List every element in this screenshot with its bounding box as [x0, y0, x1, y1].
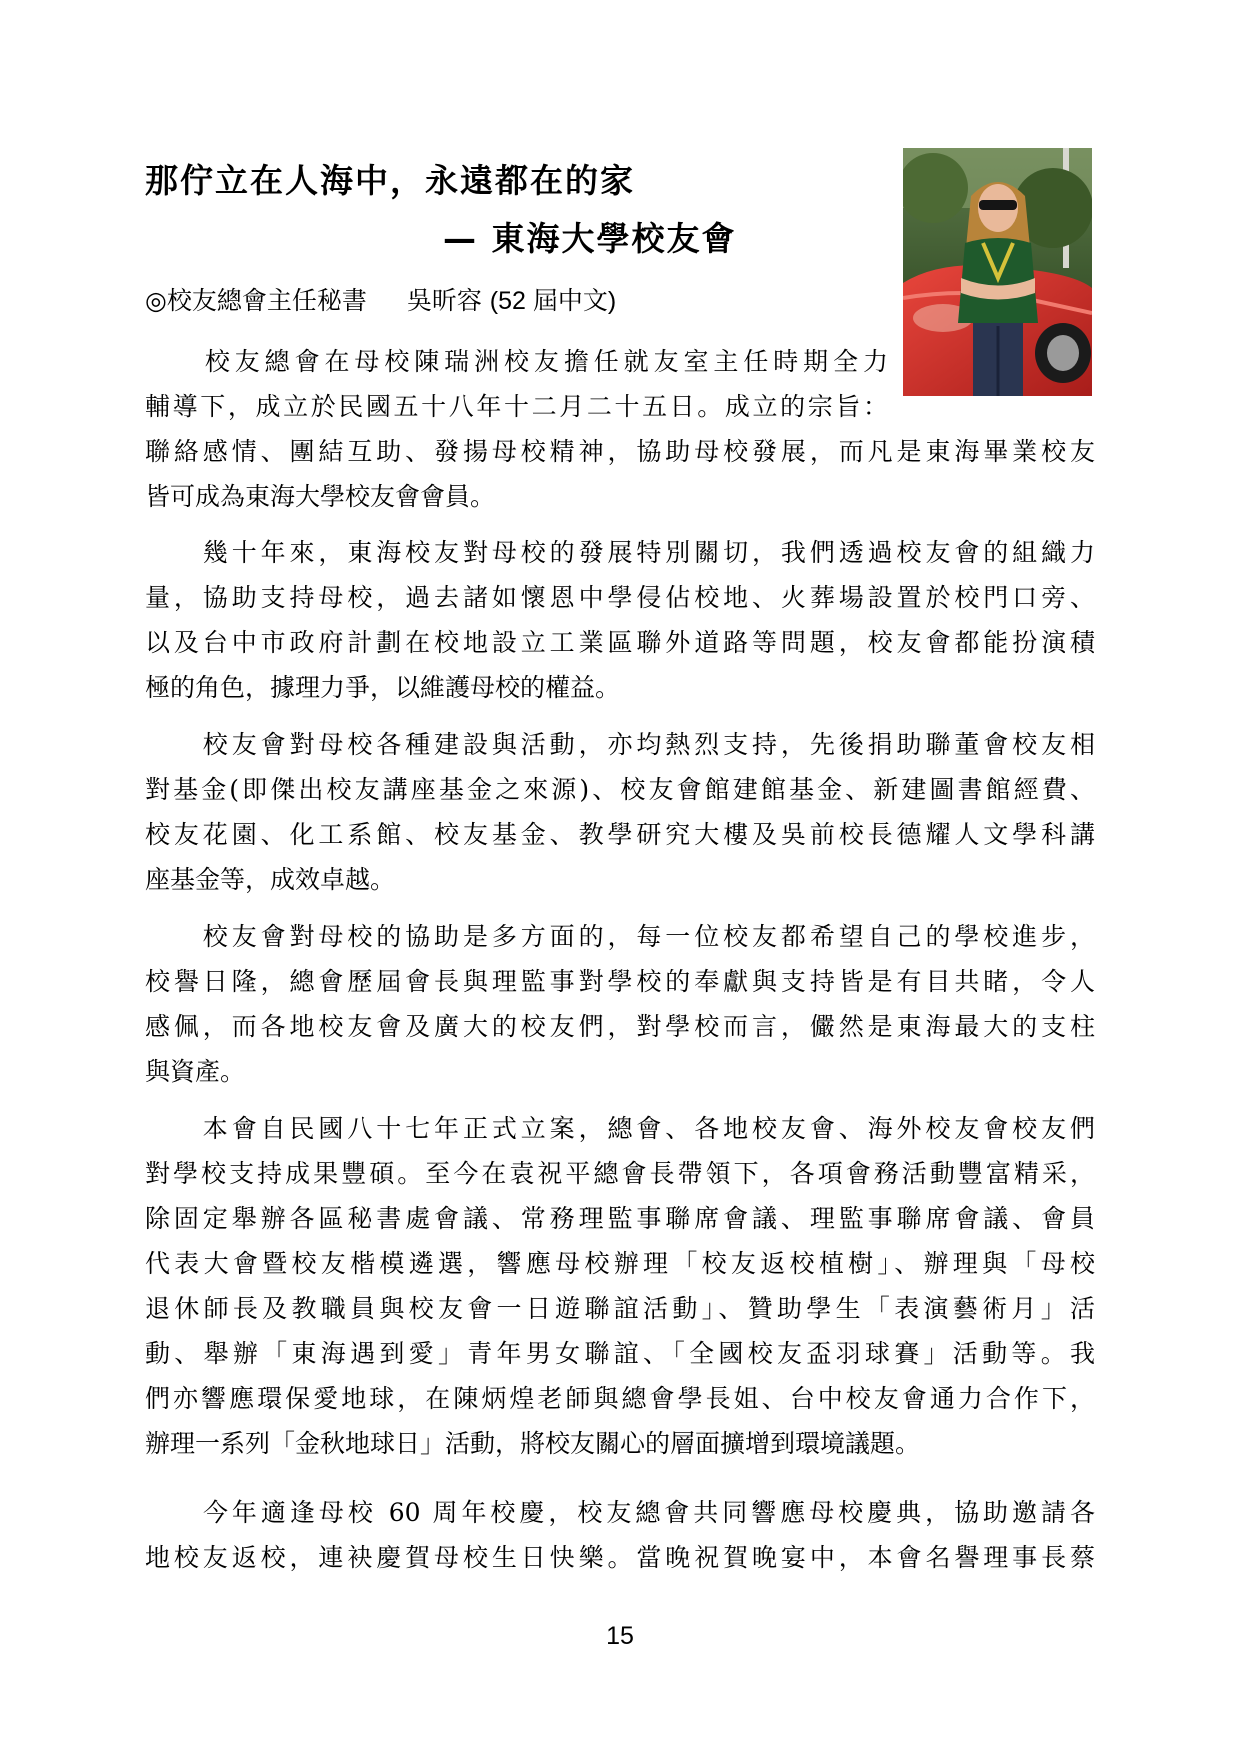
- paragraph-line: 校友總會在母校陳瑞洲校友擔任就友室主任時期全力: [145, 347, 888, 376]
- paragraph-line: 對基金(即傑出校友講座基金之來源)、校友會館建館基金、新建圖書館經費、: [145, 775, 1095, 804]
- paragraph-1: [145, 339, 1095, 519]
- paragraph-line: 辦理一系列「金秋地球日」活動，將校友關心的層面擴增到環境議題。: [145, 1429, 921, 1458]
- paragraph-line: 幾十年來，東海校友對母校的發展特別關切，我們透過校友會的組織力: [145, 538, 1095, 567]
- paragraph-line: 座基金等，成效卓越。: [145, 865, 396, 894]
- paragraph-line: 們亦響應環保愛地球，在陳炳煌老師與總會學長姐、台中校友會通力合作下，: [145, 1384, 1095, 1413]
- paragraph-line: 感佩，而各地校友會及廣大的校友們，對學校而言，儼然是東海最大的支柱: [145, 1012, 1095, 1041]
- author-name: 吳昕容: [406, 286, 482, 315]
- paragraph-line: 動、舉辦「東海遇到愛」青年男女聯誼、「全國校友盃羽球賽」活動等。我: [145, 1339, 1095, 1368]
- paragraph-line: 退休師長及教職員與校友會一日遊聯誼活動」、贊助學生「表演藝術月」活: [145, 1294, 1095, 1323]
- paragraph-line: 量，協助支持母校，過去諸如懷恩中學侵佔校地、火葬場設置於校門口旁、: [145, 583, 1095, 612]
- paragraph-6: [145, 1490, 1095, 1580]
- paragraph-2: [145, 530, 1095, 710]
- paragraph-4: [145, 914, 1095, 1094]
- page-number: 15: [606, 1622, 634, 1650]
- paragraph-line: 今年適逢母校 60 周年校慶，校友總會共同響應母校慶典，協助邀請各: [145, 1498, 1095, 1527]
- paragraph-line: 校友會對母校各種建設與活動，亦均熱烈支持，先後捐助聯董會校友相: [145, 730, 1095, 759]
- paragraph-line: 除固定舉辦各區秘書處會議、常務理監事聯席會議、理監事聯席會議、會員: [145, 1204, 1095, 1233]
- paragraph-line: 校友會對母校的協助是多方面的，每一位校友都希望自己的學校進步，: [145, 922, 1095, 951]
- paragraph-line: 聯絡感情、團結互助、發揚母校精神，協助母校發展，而凡是東海畢業校友: [145, 437, 1095, 466]
- paragraph-line: 對學校支持成果豐碩。至今在袁祝平總會長帶領下，各項會務活動豐富精采，: [145, 1159, 1095, 1188]
- paragraph-line: 地校友返校，連袂慶賀母校生日快樂。當晚祝賀晚宴中，本會名譽理事長蔡: [145, 1543, 1095, 1572]
- paragraph-line: 皆可成為東海大學校友會會員。: [145, 482, 496, 511]
- paragraph-line: 極的角色，據理力爭，以維護母校的權益。: [145, 673, 621, 702]
- paragraph-line: 與資產。: [145, 1057, 246, 1086]
- paragraph-line: 輔導下，成立於民國五十八年十二月二十五日。成立的宗旨：: [145, 392, 888, 421]
- article-title: 那佇立在人海中，永遠都在的家: [145, 161, 635, 200]
- paragraph-line: 以及台中市政府計劃在校地設立工業區聯外道路等問題，校友會都能扮演積: [145, 628, 1095, 657]
- paragraph-3: [145, 722, 1095, 902]
- author-note: (52 屆中文): [489, 287, 617, 315]
- author-role: ◎校友總會主任秘書: [145, 286, 367, 315]
- paragraph-5: [145, 1106, 1095, 1466]
- paragraph-line: 代表大會暨校友楷模遴選，響應母校辦理「校友返校植樹」、辦理與「母校: [145, 1249, 1095, 1278]
- article-subtitle: — 東海大學校友會: [443, 219, 737, 258]
- paragraph-line: 校譽日隆，總會歷屆會長與理監事對學校的奉獻與支持皆是有目共睹，令人: [145, 967, 1095, 996]
- author-byline: [145, 281, 616, 317]
- paragraph-line: 校友花園、化工系館、校友基金、教學研究大樓及吳前校長德耀人文學科講: [145, 820, 1095, 849]
- paragraph-line: 本會自民國八十七年正式立案，總會、各地校友會、海外校友會校友們: [145, 1114, 1095, 1143]
